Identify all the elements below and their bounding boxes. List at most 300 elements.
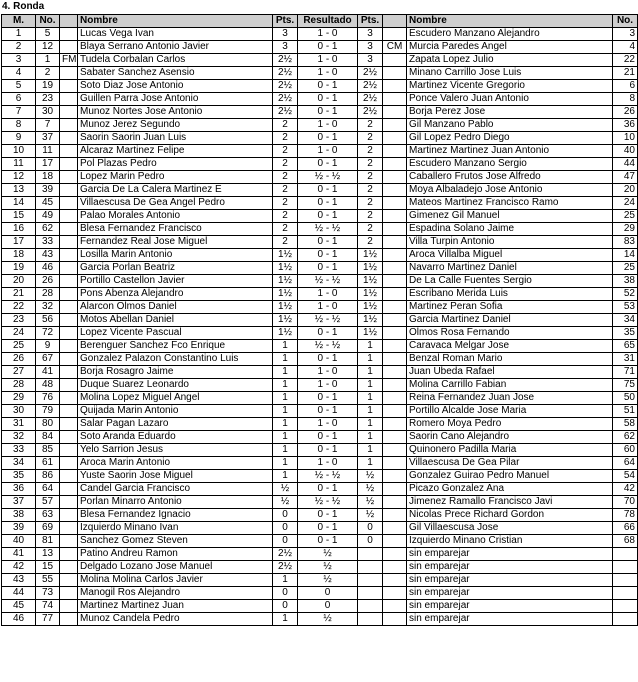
opponent-number: 66 — [613, 522, 638, 535]
player-points: 0 — [273, 587, 298, 600]
player-points: 2½ — [273, 561, 298, 574]
opponent-title — [383, 210, 407, 223]
player-number: 55 — [36, 574, 60, 587]
player-points: 2½ — [273, 93, 298, 106]
player-title — [60, 301, 78, 314]
table-row — [2, 275, 638, 288]
player-number: 43 — [36, 249, 60, 262]
opponent-name: Murcia Paredes Angel — [407, 41, 613, 54]
opponent-points: ½ — [358, 470, 383, 483]
result: ½ — [298, 561, 358, 574]
board-number: 10 — [2, 145, 36, 158]
result: 0 - 1 — [298, 132, 358, 145]
player-number: 23 — [36, 93, 60, 106]
result: ½ - ½ — [298, 314, 358, 327]
opponent-number: 75 — [613, 379, 638, 392]
result: 0 - 1 — [298, 405, 358, 418]
opponent-points — [358, 613, 383, 626]
board-number: 36 — [2, 483, 36, 496]
opponent-number: 47 — [613, 171, 638, 184]
result: 0 - 1 — [298, 93, 358, 106]
header-nombre-opponent: Nombre — [407, 15, 613, 28]
table-row — [2, 574, 638, 587]
opponent-name: Caravaca Melgar Jose — [407, 340, 613, 353]
board-number: 41 — [2, 548, 36, 561]
round-title: 4. Ronda — [2, 1, 45, 12]
opponent-points: 1 — [358, 444, 383, 457]
opponent-points: ½ — [358, 509, 383, 522]
opponent-title — [383, 561, 407, 574]
player-number: 26 — [36, 275, 60, 288]
board-number: 42 — [2, 561, 36, 574]
board-number: 8 — [2, 119, 36, 132]
opponent-number: 20 — [613, 184, 638, 197]
opponent-title — [383, 405, 407, 418]
board-number: 19 — [2, 262, 36, 275]
opponent-title — [383, 379, 407, 392]
opponent-points: 1 — [358, 379, 383, 392]
opponent-title — [383, 197, 407, 210]
player-name: Portillo Castellon Javier — [78, 275, 273, 288]
opponent-number: 52 — [613, 288, 638, 301]
opponent-title — [383, 509, 407, 522]
player-name: Munoz Candela Pedro — [78, 613, 273, 626]
table-row — [2, 340, 638, 353]
player-points: 2 — [273, 197, 298, 210]
board-number: 37 — [2, 496, 36, 509]
table-row — [2, 171, 638, 184]
board-number: 25 — [2, 340, 36, 353]
player-points: 2 — [273, 171, 298, 184]
opponent-number: 22 — [613, 54, 638, 67]
opponent-points: 0 — [358, 522, 383, 535]
opponent-number — [613, 587, 638, 600]
player-number: 15 — [36, 561, 60, 574]
opponent-name: Navarro Martinez Daniel — [407, 262, 613, 275]
player-points: 1 — [273, 353, 298, 366]
opponent-points: 1 — [358, 431, 383, 444]
player-title — [60, 314, 78, 327]
player-number: 84 — [36, 431, 60, 444]
opponent-name: Moya Albaladejo Jose Antonio — [407, 184, 613, 197]
player-title — [60, 379, 78, 392]
opponent-title — [383, 444, 407, 457]
player-name: Alarcon Olmos Daniel — [78, 301, 273, 314]
opponent-points: 0 — [358, 535, 383, 548]
opponent-name: Garcia Martinez Daniel — [407, 314, 613, 327]
opponent-points — [358, 548, 383, 561]
table-row — [2, 548, 638, 561]
opponent-number — [613, 600, 638, 613]
board-number: 5 — [2, 80, 36, 93]
player-points: 0 — [273, 509, 298, 522]
board-number: 15 — [2, 210, 36, 223]
player-points: 1 — [273, 613, 298, 626]
opponent-title — [383, 340, 407, 353]
player-points: 1 — [273, 366, 298, 379]
board-number: 1 — [2, 28, 36, 41]
player-number: 41 — [36, 366, 60, 379]
player-title — [60, 587, 78, 600]
player-number: 57 — [36, 496, 60, 509]
player-title — [60, 223, 78, 236]
opponent-points: 1½ — [358, 301, 383, 314]
player-points: 1 — [273, 379, 298, 392]
player-name: Gonzalez Palazon Constantino Luis — [78, 353, 273, 366]
opponent-points: 3 — [358, 28, 383, 41]
player-number: 5 — [36, 28, 60, 41]
player-points: 1 — [273, 405, 298, 418]
player-title — [60, 366, 78, 379]
opponent-number: 35 — [613, 327, 638, 340]
table-row — [2, 379, 638, 392]
board-number: 7 — [2, 106, 36, 119]
player-title — [60, 106, 78, 119]
opponent-title — [383, 80, 407, 93]
board-number: 38 — [2, 509, 36, 522]
board-number: 43 — [2, 574, 36, 587]
result: ½ - ½ — [298, 496, 358, 509]
result: 0 - 1 — [298, 210, 358, 223]
table-row — [2, 418, 638, 431]
player-title — [60, 327, 78, 340]
player-title — [60, 80, 78, 93]
opponent-number: 70 — [613, 496, 638, 509]
result: 0 - 1 — [298, 249, 358, 262]
opponent-name: Nicolas Prece Richard Gordon — [407, 509, 613, 522]
board-number: 26 — [2, 353, 36, 366]
player-number: 48 — [36, 379, 60, 392]
result: 0 — [298, 587, 358, 600]
header-no: No. — [36, 15, 60, 28]
result: 0 — [298, 600, 358, 613]
opponent-number: 78 — [613, 509, 638, 522]
player-title — [60, 418, 78, 431]
result: 0 - 1 — [298, 535, 358, 548]
result: 0 - 1 — [298, 41, 358, 54]
player-title — [60, 496, 78, 509]
player-points: 1 — [273, 392, 298, 405]
table-row — [2, 93, 638, 106]
opponent-title — [383, 314, 407, 327]
table-row — [2, 366, 638, 379]
table-row — [2, 41, 638, 54]
player-points: 1 — [273, 574, 298, 587]
table-row — [2, 392, 638, 405]
opponent-title — [383, 327, 407, 340]
opponent-points: 2 — [358, 171, 383, 184]
table-row — [2, 197, 638, 210]
table-row — [2, 301, 638, 314]
header-title — [60, 15, 78, 28]
opponent-title — [383, 431, 407, 444]
player-number: 81 — [36, 535, 60, 548]
header-title-opponent — [383, 15, 407, 28]
player-title — [60, 600, 78, 613]
player-number: 18 — [36, 171, 60, 184]
player-name: Losilla Marin Antonio — [78, 249, 273, 262]
opponent-number: 58 — [613, 418, 638, 431]
result: ½ — [298, 574, 358, 587]
opponent-name: Minano Carrillo Jose Luis — [407, 67, 613, 80]
player-name: Palao Morales Antonio — [78, 210, 273, 223]
opponent-points: 1 — [358, 340, 383, 353]
player-number: 39 — [36, 184, 60, 197]
player-name: Quijada Marin Antonio — [78, 405, 273, 418]
opponent-title — [383, 457, 407, 470]
opponent-title — [383, 262, 407, 275]
player-points: ½ — [273, 483, 298, 496]
player-title — [60, 262, 78, 275]
opponent-points — [358, 561, 383, 574]
pairings-body — [2, 28, 638, 626]
player-points: 0 — [273, 522, 298, 535]
table-row — [2, 444, 638, 457]
opponent-name: Portillo Alcalde Jose Maria — [407, 405, 613, 418]
opponent-name: De La Calle Fuentes Sergio — [407, 275, 613, 288]
board-number: 11 — [2, 158, 36, 171]
player-points: 2½ — [273, 548, 298, 561]
table-row — [2, 158, 638, 171]
table-row — [2, 54, 638, 67]
board-number: 45 — [2, 600, 36, 613]
opponent-name: Gil Manzano Pablo — [407, 119, 613, 132]
player-number: 86 — [36, 470, 60, 483]
table-row — [2, 587, 638, 600]
opponent-points: 2½ — [358, 67, 383, 80]
opponent-name: Gonzalez Guirao Pedro Manuel — [407, 470, 613, 483]
board-number: 12 — [2, 171, 36, 184]
table-row — [2, 249, 638, 262]
result: 0 - 1 — [298, 106, 358, 119]
opponent-points: 2 — [358, 158, 383, 171]
board-number: 13 — [2, 184, 36, 197]
header-nombre: Nombre — [78, 15, 273, 28]
opponent-name: Romero Moya Pedro — [407, 418, 613, 431]
player-number: 80 — [36, 418, 60, 431]
opponent-number: 51 — [613, 405, 638, 418]
opponent-points: 1 — [358, 457, 383, 470]
player-name: Blesa Fernandez Francisco — [78, 223, 273, 236]
opponent-title — [383, 119, 407, 132]
result: 0 - 1 — [298, 483, 358, 496]
table-row — [2, 28, 638, 41]
player-number: 28 — [36, 288, 60, 301]
board-number: 16 — [2, 223, 36, 236]
player-number: 61 — [36, 457, 60, 470]
player-name: Molina Lopez Miguel Angel — [78, 392, 273, 405]
player-number: 67 — [36, 353, 60, 366]
player-title — [60, 561, 78, 574]
opponent-title — [383, 132, 407, 145]
result: ½ — [298, 613, 358, 626]
result: 0 - 1 — [298, 158, 358, 171]
player-points: 2½ — [273, 54, 298, 67]
opponent-points: 1 — [358, 405, 383, 418]
player-title — [60, 288, 78, 301]
opponent-name: Espadina Solano Jaime — [407, 223, 613, 236]
opponent-number: 65 — [613, 340, 638, 353]
opponent-title — [383, 353, 407, 366]
board-number: 29 — [2, 392, 36, 405]
player-points: 0 — [273, 600, 298, 613]
player-title — [60, 392, 78, 405]
player-name: Candel Garcia Francisco — [78, 483, 273, 496]
player-title — [60, 470, 78, 483]
opponent-title — [383, 93, 407, 106]
player-number: 37 — [36, 132, 60, 145]
player-title — [60, 548, 78, 561]
player-title — [60, 457, 78, 470]
player-title — [60, 67, 78, 80]
player-points: 2 — [273, 223, 298, 236]
player-name: Duque Suarez Leonardo — [78, 379, 273, 392]
player-number: 46 — [36, 262, 60, 275]
player-title — [60, 41, 78, 54]
player-title — [60, 93, 78, 106]
table-row — [2, 288, 638, 301]
player-number: 45 — [36, 197, 60, 210]
player-title — [60, 275, 78, 288]
opponent-name: Martinez Peran Sofia — [407, 301, 613, 314]
opponent-number: 29 — [613, 223, 638, 236]
player-title — [60, 236, 78, 249]
player-number: 63 — [36, 509, 60, 522]
board-number: 30 — [2, 405, 36, 418]
board-number: 2 — [2, 41, 36, 54]
opponent-number: 40 — [613, 145, 638, 158]
opponent-points: 1½ — [358, 262, 383, 275]
player-points: 1 — [273, 444, 298, 457]
player-points: 1 — [273, 418, 298, 431]
player-name: Saorin Saorin Juan Luis — [78, 132, 273, 145]
opponent-points: 2 — [358, 145, 383, 158]
player-points: 1 — [273, 470, 298, 483]
opponent-points: 1 — [358, 353, 383, 366]
board-number: 44 — [2, 587, 36, 600]
result: 1 - 0 — [298, 379, 358, 392]
player-name: Yelo Sarrion Jesus — [78, 444, 273, 457]
result: 0 - 1 — [298, 236, 358, 249]
opponent-title — [383, 548, 407, 561]
header-resultado: Resultado — [298, 15, 358, 28]
opponent-title — [383, 613, 407, 626]
player-number: 12 — [36, 41, 60, 54]
player-title — [60, 405, 78, 418]
player-name: Villaescusa De Gea Angel Pedro — [78, 197, 273, 210]
board-number: 33 — [2, 444, 36, 457]
table-row — [2, 483, 638, 496]
opponent-name: sin emparejar — [407, 587, 613, 600]
player-title — [60, 613, 78, 626]
player-name: Guillen Parra Jose Antonio — [78, 93, 273, 106]
opponent-name: Reina Fernandez Juan Jose — [407, 392, 613, 405]
opponent-title — [383, 275, 407, 288]
opponent-points: 2 — [358, 210, 383, 223]
player-number: 62 — [36, 223, 60, 236]
opponent-number: 25 — [613, 262, 638, 275]
player-name: Sanchez Gomez Steven — [78, 535, 273, 548]
table-row — [2, 106, 638, 119]
player-name: Lucas Vega Ivan — [78, 28, 273, 41]
player-number: 74 — [36, 600, 60, 613]
result: 1 - 0 — [298, 54, 358, 67]
result: 0 - 1 — [298, 444, 358, 457]
opponent-points: 2 — [358, 197, 383, 210]
board-number: 32 — [2, 431, 36, 444]
player-points: 2 — [273, 236, 298, 249]
player-points: 3 — [273, 28, 298, 41]
opponent-points: 2½ — [358, 106, 383, 119]
opponent-title: CM — [383, 41, 407, 54]
opponent-title — [383, 392, 407, 405]
player-number: 7 — [36, 119, 60, 132]
player-title — [60, 522, 78, 535]
opponent-number: 14 — [613, 249, 638, 262]
player-name: Delgado Lozano Jose Manuel — [78, 561, 273, 574]
player-name: Fernandez Real Jose Miguel — [78, 236, 273, 249]
result: 0 - 1 — [298, 509, 358, 522]
player-number: 19 — [36, 80, 60, 93]
table-row — [2, 561, 638, 574]
player-points: 1½ — [273, 288, 298, 301]
player-name: Pons Abenza Alejandro — [78, 288, 273, 301]
player-name: Manogil Ros Alejandro — [78, 587, 273, 600]
player-number: 72 — [36, 327, 60, 340]
opponent-points: 3 — [358, 41, 383, 54]
opponent-number — [613, 574, 638, 587]
board-number: 39 — [2, 522, 36, 535]
player-title — [60, 210, 78, 223]
table-row — [2, 509, 638, 522]
player-name: Blesa Fernandez Ignacio — [78, 509, 273, 522]
result: 1 - 0 — [298, 366, 358, 379]
opponent-title — [383, 54, 407, 67]
opponent-title — [383, 223, 407, 236]
player-title — [60, 158, 78, 171]
header-pts: Pts. — [273, 15, 298, 28]
opponent-name: Villaescusa De Gea Pilar — [407, 457, 613, 470]
result: 1 - 0 — [298, 28, 358, 41]
opponent-points — [358, 600, 383, 613]
result: ½ — [298, 548, 358, 561]
opponent-number: 54 — [613, 470, 638, 483]
opponent-points: 2 — [358, 236, 383, 249]
opponent-number — [613, 561, 638, 574]
result: ½ - ½ — [298, 470, 358, 483]
board-number: 21 — [2, 288, 36, 301]
table-row — [2, 184, 638, 197]
opponent-name: Aroca Villalba Miguel — [407, 249, 613, 262]
player-title — [60, 340, 78, 353]
board-number: 24 — [2, 327, 36, 340]
opponent-name: Martinez Vicente Gregorio — [407, 80, 613, 93]
player-points: 2 — [273, 210, 298, 223]
opponent-name: Saorin Cano Alejandro — [407, 431, 613, 444]
player-title — [60, 184, 78, 197]
result: ½ - ½ — [298, 223, 358, 236]
opponent-title — [383, 145, 407, 158]
player-name: Soto Diaz Jose Antonio — [78, 80, 273, 93]
opponent-number: 53 — [613, 301, 638, 314]
opponent-title — [383, 483, 407, 496]
opponent-number: 60 — [613, 444, 638, 457]
header-pts-opponent: Pts. — [358, 15, 383, 28]
result: 0 - 1 — [298, 80, 358, 93]
result: 0 - 1 — [298, 522, 358, 535]
opponent-title — [383, 67, 407, 80]
player-title — [60, 431, 78, 444]
